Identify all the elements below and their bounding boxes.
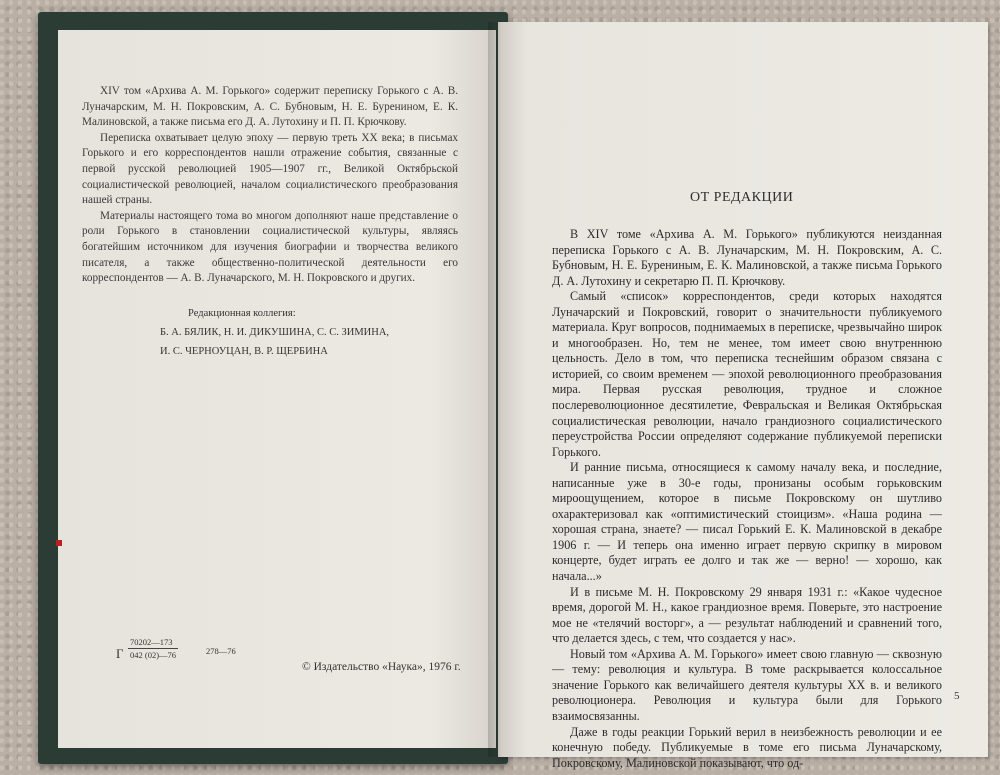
- catalog-code-tail: 278—76: [206, 646, 236, 656]
- page-number: 5: [954, 690, 960, 702]
- preface-body: [552, 227, 942, 771]
- preface-paragraph: И в письме М. Н. Покровскому 29 января 1931 г.: «Какое чудесное время, дорогой М. Н., какое грандиозное время. Поверьте, это настроение мое не «телячий восторг», а — результат наблюдений и сравнений того, что делается здесь, с тем, что создается у нас».: [552, 584, 942, 646]
- preface-paragraph: Новый том «Архива А. М. Горького» имеет свою главную — сквозную — тему: революция и культура. В томе раскрывается колоссальное значение Горького как величайшего деятеля культуры XX в. и великого революционера. Революция и культура были для Горького взаимосвязанны.: [552, 646, 942, 723]
- catalog-code-denominator: 042 (02)—76: [130, 650, 177, 660]
- catalog-code-fraction: [128, 636, 178, 661]
- editorial-board-title: Редакционная коллегия:: [188, 308, 296, 319]
- preface-paragraph: В XIV томе «Архива А. М. Горького» публикуются неизданная переписка Горького с А. В. Луначарским, М. Н. Покровским, А. С. Бубновым, Н. Е. Бурениным, Е. К. Малиновской, а также письма Горького Д. А. Лутохину и секретарю П. П. Крючкову.: [552, 227, 942, 288]
- catalog-code-numerator: 70202—173: [128, 636, 178, 649]
- annotation-paragraph: Материалы настоящего тома во многом дополняют наше представление о роли Горького в становлении социалистической культуры, являясь богатейшим источником для изучения биографии и творчества великого писателя, а также общественно-политической деятельности его корреспондентов — А. В. Луначарского, М. Н. Покровского и других.: [82, 209, 458, 285]
- preface-paragraph: Самый «список» корреспондентов, среди которых находятся Луначарский и Покровский, говорит о значительности публикуемого материала. Круг вопросов, поднимаемых в переписке, чрезвычайно широк и многообразен. Но, тем не менее, том имеет свою внутреннюю цельность. Дело в том, что переписка теснейшим образом связана с историей, со своим временем — эпохой революционного преобразования мира. Первая русская революция, трудное и сложное послереволюционное десятилетие, Февральская и Великая Октябрьская социалистическая революции, начало грандиозного социалистического переустройства России определяют содержание публикуемой переписки Горького.: [552, 289, 942, 459]
- catalog-code-letter: Г: [116, 646, 124, 661]
- page-edge: [490, 60, 499, 660]
- preface-paragraph: Даже в годы реакции Горький верил в неизбежность революции и ее конечную победу. Публикуемые в томе его письма Луначарскому, Покровскому, Малиновской показывают, что од-: [552, 724, 942, 770]
- imprint: [116, 636, 476, 676]
- editorial-board-names-1: Б. А. БЯЛИК, Н. И. ДИКУШИНА, С. С. ЗИМИНА,: [160, 327, 390, 338]
- section-heading: ОТ РЕДАКЦИИ: [690, 190, 794, 205]
- book-annotation: [82, 84, 458, 287]
- annotation-paragraph: XIV том «Архива А. М. Горького» содержит переписку Горького с А. В. Луначарским, М. Н. Покровским, А. С. Бубновым, Н. Е. Буренином, Е. К. Малиновской, а также письма его Д. А. Лутохину и П. П. Крючкову.: [82, 85, 458, 129]
- ribbon-marker: [56, 540, 62, 546]
- editorial-board-names-2: И. С. ЧЕРНОУЦАН, В. Р. ЩЕРБИНА: [160, 346, 328, 357]
- copyright-line: © Издательство «Наука», 1976 г.: [302, 661, 461, 673]
- annotation-paragraph: Переписка охватывает целую эпоху — первую треть XX века; в письмах Горького и его корреспондентов нашли отражение события, связанные с первой русской революцией 1905—1907 гг., Великой Октябрьской социалистической революцией, началом социалистического преобразования нашей страны.: [82, 131, 458, 207]
- preface-paragraph: И ранние письма, относящиеся к самому началу века, и последние, написанные уже в 30-е годы, пронизаны особым горьковским мироощущением, которое в письме Покровскому он шутливо охарактеризовал как «оптимистический стоицизм». «Наша родина — хорошая страна, знаете? — писал Горький Е. К. Малиновской в декабре 1906 г. — И теперь она именно играет первую скрипку в мировом концерте, будет играть ее долго и так же — верно! — хорошо, как начала...»: [552, 460, 942, 584]
- editorial-board: [160, 304, 410, 361]
